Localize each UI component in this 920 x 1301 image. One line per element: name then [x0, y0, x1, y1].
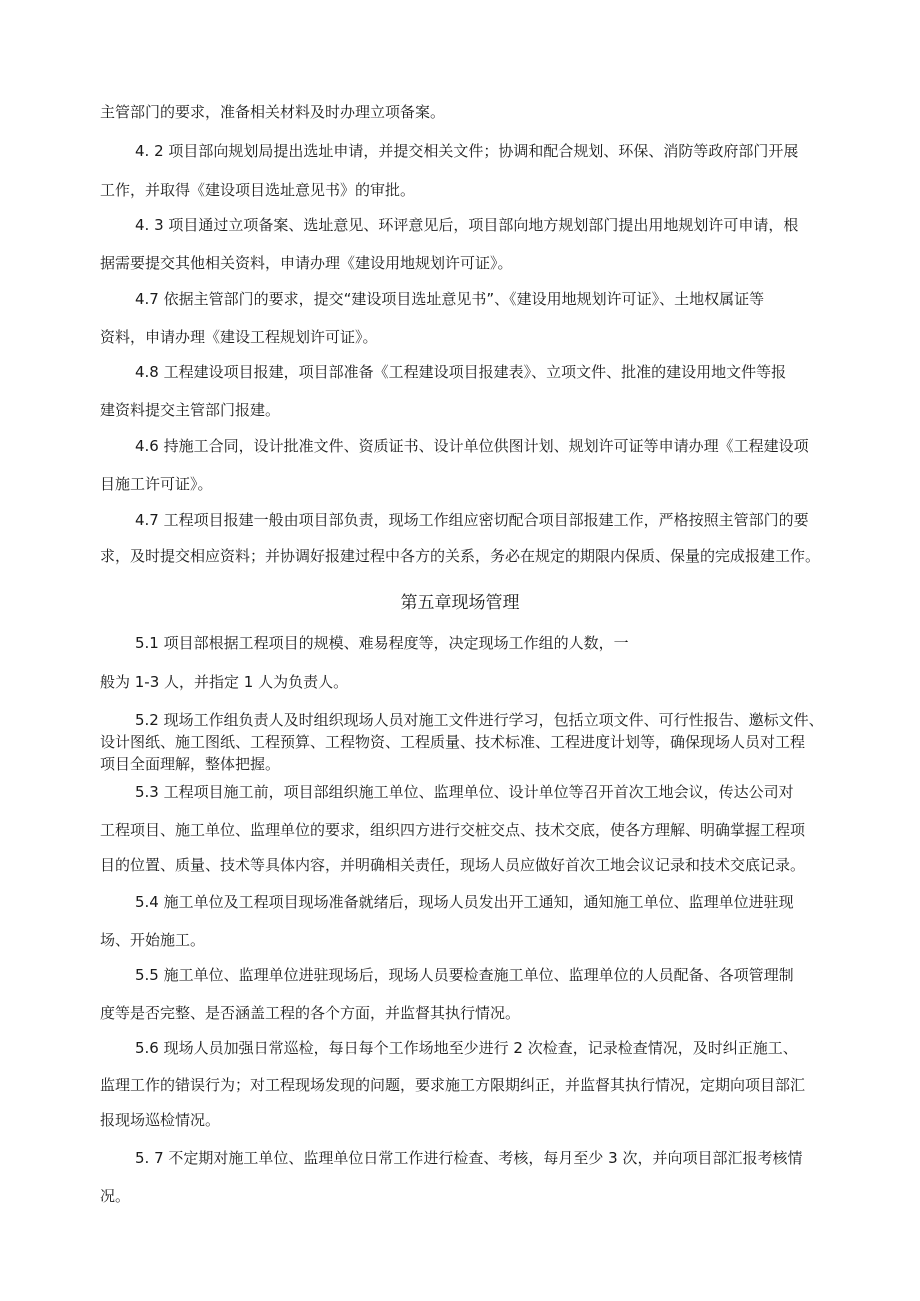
text-line: 目施工许可证》。: [100, 475, 213, 493]
text-line: 设计图纸、施工图纸、工程预算、工程物资、工程质量、技术标准、工程进度计划等，确保现场人员对工程: [100, 733, 806, 751]
text-line: 4.8 工程建设项目报建，项目部准备《工程建设项目报建表》、立项文件、批准的建设用地文件等报: [135, 363, 787, 381]
text-line: 资料，申请办理《建设工程规划许可证》。: [100, 328, 378, 346]
text-line: 5.3 工程项目施工前，项目部组织施工单位、监理单位、设计单位等召开首次工地会议，传达公司对: [135, 783, 794, 801]
text-line: 4. 3 项目通过立项备案、选址意见、环评意见后，项目部向地方规划部门提出用地规划许可申请，根: [135, 216, 799, 234]
text-line: 求，及时提交相应资料；并协调好报建过程中各方的关系，务必在规定的期限内保质、保量的完成报建工作。: [100, 547, 821, 565]
text-line: 监理工作的错误行为；对工程现场发现的问题，要求施工方限期纠正，并监督其执行情况，定期向项目部汇: [100, 1076, 806, 1094]
text-line: 目的位置、质量、技术等具体内容，并明确相关责任，现场人员应做好首次工地会议记录和技术交底记录。: [100, 856, 806, 874]
text-line: 5. 7 不定期对施工单位、监理单位日常工作进行检查、考核，每月至少 3 次，并向项目部汇报考核情: [135, 1149, 803, 1167]
text-line: 5.4 施工单位及工程项目现场准备就绪后，现场人员发出开工通知，通知施工单位、监理单位进驻现: [135, 893, 794, 911]
text-line: 建资料提交主管部门报建。: [100, 401, 281, 419]
text-line: 项目全面理解，整体把握。: [100, 755, 281, 773]
text-line: 4.6 持施工合同，设计批准文件、资质证书、设计单位供图计划、规划许可证等申请办理《工程建设项: [135, 437, 809, 455]
text-line: 报现场巡检情况。: [100, 1111, 221, 1129]
text-line: 5.5 施工单位、监理单位进驻现场后，现场人员要检查施工单位、监理单位的人员配备、各项管理制: [135, 966, 794, 984]
text-line: 度等是否完整、是否涵盖工程的各个方面，并监督其执行情况。: [100, 1004, 521, 1022]
text-line: 据需要提交其他相关资料，申请办理《建设用地规划许可证》。: [100, 254, 513, 272]
text-line: 4.7 依据主管部门的要求，提交“建设项目选址意见书”、《建设用地规划许可证》、土地权属证等: [135, 290, 765, 308]
text-line: 主管部门的要求，准备相关材料及时办理立项备案。: [100, 103, 446, 121]
chapter-heading: 第五章现场管理: [400, 593, 520, 613]
text-line: 4.7 工程项目报建一般由项目部负责，现场工作组应密切配合项目部报建工作，严格按照主管部门的要: [135, 511, 809, 529]
text-line: 5.2 现场工作组负责人及时组织现场人员对施工文件进行学习，包括立项文件、可行性报告、邀标文件、: [135, 711, 824, 729]
text-line: 5.1 项目部根据工程项目的规模、难易程度等，决定现场工作组的人数，一: [135, 634, 629, 652]
text-line: 况。: [100, 1187, 131, 1205]
text-line: 工程项目、施工单位、监理单位的要求，组织四方进行交桩交点、技术交底，使各方理解、明确掌握工程项: [100, 821, 806, 839]
text-line: 般为 1-3 人，并指定 1 人为负责人。: [100, 673, 349, 691]
text-line: 场、开始施工。: [100, 931, 206, 949]
text-line: 4. 2 项目部向规划局提出选址申请，并提交相关文件；协调和配合规划、环保、消防等政府部门开展: [135, 142, 799, 160]
text-line: 工作，并取得《建设项目选址意见书》的审批。: [100, 181, 416, 199]
text-line: 5.6 现场人员加强日常巡检，每日每个工作场地至少进行 2 次检查，记录检查情况，及时纠正施工、: [135, 1039, 798, 1057]
